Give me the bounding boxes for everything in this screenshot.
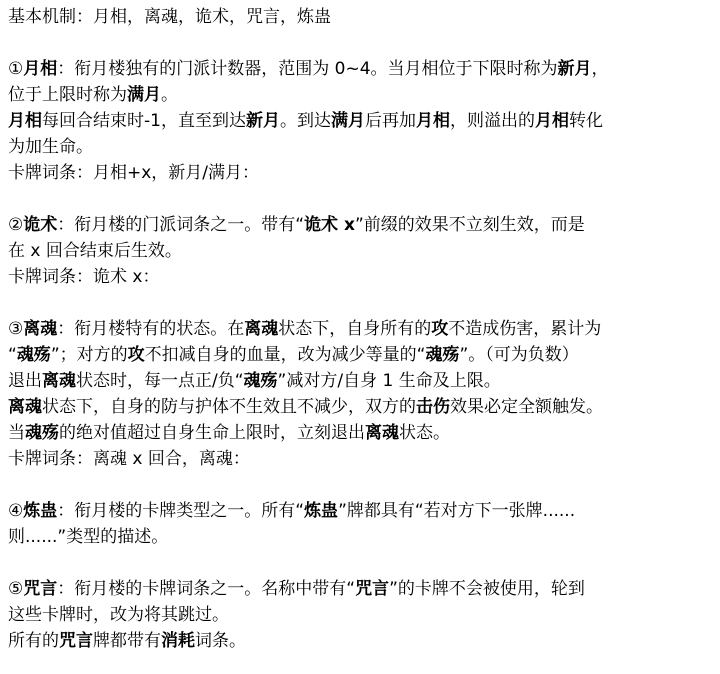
body-text: 卡牌词条：月相+x，新月/满月： <box>8 163 260 183</box>
body-text: 这些卡牌时，改为将其跳过。 <box>8 605 229 625</box>
keyword-text: 魂殇 <box>25 423 59 443</box>
keyword-text: 离魂 <box>8 397 42 417</box>
keyword-text: 离魂 <box>23 319 58 339</box>
rule-line <box>8 160 714 186</box>
keyword-text: 新月 <box>245 111 280 131</box>
body-text: 后再加 <box>364 111 416 131</box>
keyword-text: 咒言 <box>355 579 390 599</box>
keyword-text: 攻 <box>127 345 145 365</box>
body-text: ② <box>8 215 24 235</box>
rule-line <box>8 420 714 446</box>
rule-section-1 <box>8 56 714 186</box>
body-text: 不扣减自身的血量，改为减少等量的“ <box>144 345 426 365</box>
keyword-text: 月相 <box>415 111 450 131</box>
rule-line <box>8 628 714 654</box>
body-text: 则......”类型的描述。 <box>8 527 169 547</box>
body-text: 状态下，自身的防与护体不生效且不减少，双方的 <box>42 397 416 417</box>
body-text: 状态。 <box>399 423 450 443</box>
keyword-text: 离魂 <box>365 423 399 443</box>
body-text: ：衔月楼的卡牌词条之一。名称中带有“ <box>57 579 356 599</box>
body-text: ④ <box>8 501 24 521</box>
rule-line <box>8 368 714 394</box>
body-text: 为加生命。 <box>8 137 93 157</box>
rule-section-2 <box>8 212 714 290</box>
body-text: 状态时，每一点正/负“ <box>76 371 244 391</box>
body-text: 每回合结束时-1，直至到达 <box>42 111 246 131</box>
keyword-text: 离魂 <box>244 319 279 339</box>
body-text: 转化 <box>568 111 603 131</box>
rule-line <box>8 212 714 238</box>
body-text: 卡牌词条：离魂 x 回合，离魂： <box>8 449 250 469</box>
rule-line <box>8 134 714 160</box>
rule-line <box>8 394 714 420</box>
body-text: 。 <box>161 85 178 105</box>
keyword-text: 攻 <box>431 319 449 339</box>
body-text: 效果必定全额触发。 <box>450 397 603 417</box>
rule-section-3 <box>8 316 714 472</box>
body-text: 所有的 <box>8 631 59 651</box>
body-text: ：衔月楼独有的门派计数器，范围为 0~4。当月相位于下限时称为 <box>57 59 558 79</box>
keyword-text: 离魂 <box>42 371 76 391</box>
keyword-text: 月相 <box>23 59 58 79</box>
keyword-text: 诡术 <box>23 215 58 235</box>
body-text: 位于上限时称为 <box>8 85 127 105</box>
keyword-text: 满月 <box>330 111 365 131</box>
rule-section-5 <box>8 576 714 654</box>
section-spacer <box>8 30 714 56</box>
rule-line <box>8 342 714 368</box>
rule-line <box>8 238 714 264</box>
body-text: ：衔月楼特有的状态。在 <box>57 319 245 339</box>
body-text: 牌都带有 <box>93 631 161 651</box>
body-text: 卡牌词条：诡术 x： <box>8 267 160 287</box>
document-header: 基本机制：月相，离魂，诡术，咒言，炼蛊 <box>8 7 331 27</box>
rule-line <box>8 576 714 602</box>
section-spacer <box>8 550 714 576</box>
rule-line <box>8 82 714 108</box>
body-text: “ <box>8 345 17 365</box>
body-text: ③ <box>8 319 24 339</box>
body-text: ， <box>591 59 609 79</box>
sections-container <box>8 30 714 654</box>
keyword-text: 新月 <box>557 59 592 79</box>
rule-line <box>8 498 714 524</box>
body-text: 在 x 回合结束后生效。 <box>8 241 182 261</box>
body-text: ”的卡牌不会被使用，轮到 <box>389 579 585 599</box>
rule-section-4 <box>8 498 714 550</box>
section-spacer <box>8 290 714 316</box>
rule-line <box>8 524 714 550</box>
body-text: ，则溢出的 <box>449 111 535 131</box>
body-text: 退出 <box>8 371 42 391</box>
body-text: ”；对方的 <box>50 345 128 365</box>
body-text: ：衔月楼的卡牌类型之一。所有“ <box>57 501 305 521</box>
keyword-text: 炼蛊 <box>304 501 339 521</box>
section-spacer <box>8 472 714 498</box>
body-text: 当 <box>8 423 25 443</box>
rule-line <box>8 108 714 134</box>
keyword-text: 魂殇 <box>243 371 278 391</box>
keyword-text: 咒言 <box>59 631 93 651</box>
body-text: 不造成伤害，累计为 <box>448 319 602 339</box>
rule-line <box>8 446 714 472</box>
keyword-text: 炼蛊 <box>23 501 58 521</box>
keyword-text: 消耗 <box>161 631 195 651</box>
keyword-text: 魂殇 <box>16 345 51 365</box>
keyword-text: 月相 <box>534 111 569 131</box>
keyword-text: 击伤 <box>416 397 450 417</box>
rule-line <box>8 264 714 290</box>
body-text: ① <box>8 59 24 79</box>
keyword-text: 诡术 x <box>304 215 355 235</box>
keyword-text: 魂殇 <box>425 345 460 365</box>
body-text: ⑤ <box>8 579 24 599</box>
keyword-text: 月相 <box>8 111 42 131</box>
body-text: ”。（可为负数） <box>459 345 579 365</box>
rule-line <box>8 602 714 628</box>
keyword-text: 满月 <box>127 85 161 105</box>
body-text: ”牌都具有“若对方下一张牌...... <box>338 501 576 521</box>
body-text: 的绝对值超过自身生命上限时，立刻退出 <box>59 423 365 443</box>
body-text: ”前缀的效果不立刻生效，而是 <box>354 215 585 235</box>
body-text: 。到达 <box>279 111 331 131</box>
keyword-text: 咒言 <box>23 579 58 599</box>
rule-line <box>8 56 714 82</box>
body-text: ：衔月楼的门派词条之一。带有“ <box>57 215 305 235</box>
body-text: 词条。 <box>195 631 246 651</box>
section-spacer <box>8 186 714 212</box>
rule-line <box>8 316 714 342</box>
body-text: ”减对方/自身 1 生命及上限。 <box>277 371 501 391</box>
body-text: 状态下，自身所有的 <box>278 319 432 339</box>
